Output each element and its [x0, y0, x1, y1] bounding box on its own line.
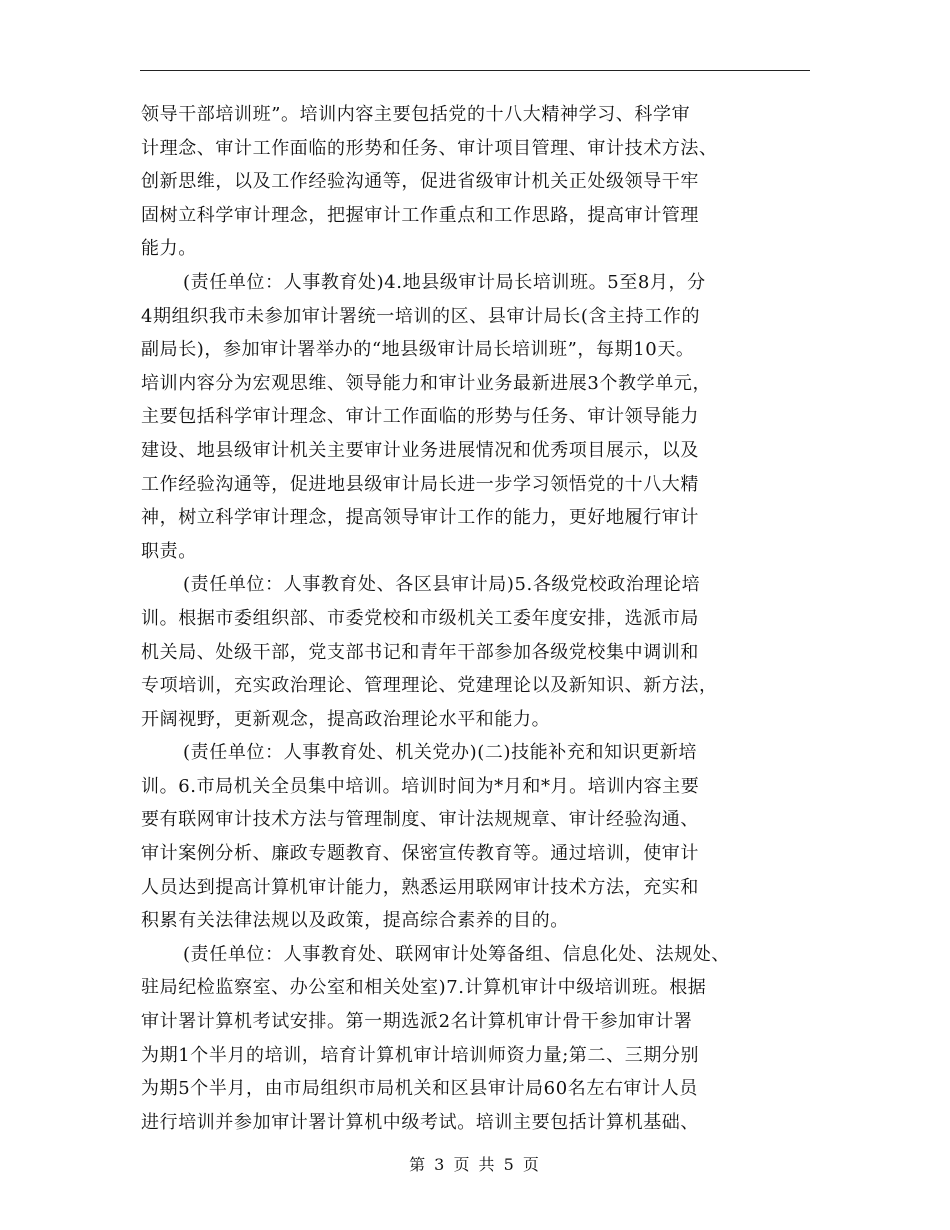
text-line: 创新思维，以及工作经验沟通等，促进省级审计机关正处级领导干牢 [141, 171, 699, 193]
text-line: 积累有关法律法规以及政策，提高综合素养的目的。 [141, 910, 569, 932]
text-line: 为期1个半月的培训，培育计算机审计培训师资力量;第二、三期分别 [141, 1044, 700, 1066]
text-line: 审计署计算机考试安排。第一期选派2名计算机审计骨干参加审计署 [141, 1011, 693, 1033]
text-line: 建设、地县级审计机关主要审计业务进展情况和优秀项目展示，以及 [141, 439, 699, 461]
text-line: 职责。 [141, 540, 197, 562]
text-line: 主要包括科学审计理念、审计工作面临的形势与任务、审计领导能力 [141, 406, 699, 428]
text-line: 能力。 [141, 238, 197, 260]
text-line: 为期5个半月，由市局组织市局机关和区县审计局60名左右审计人员 [141, 1078, 698, 1100]
text-line: 副局长)，参加审计署举办的“地县级审计局长培训班”，每期10天。 [141, 339, 695, 361]
page-footer: 第 3 页 共 5 页 [409, 1155, 541, 1174]
text-line: 专项培训，充实政治理论、管理理论、党建理论以及新知识、新方法， [141, 675, 718, 697]
text-line: 固树立科学审计理念，把握审计工作重点和工作思路，提高审计管理 [141, 204, 699, 226]
text-line: 神，树立科学审计理念，提高领导审计工作的能力，更好地履行审计 [141, 507, 699, 529]
text-line: 训。6.市局机关全员集中培训。培训时间为*月和*月。培训内容主要 [141, 775, 700, 797]
text-line: 审计案例分析、廉政专题教育、保密宣传教育等。通过培训，使审计 [141, 843, 699, 865]
document-body [141, 98, 821, 1139]
text-line: 工作经验沟通等，促进地县级审计局长进一步学习领悟党的十八大精 [141, 473, 699, 495]
text-line: 进行培训并参加审计署计算机中级考试。培训主要包括计算机基础、 [141, 1111, 699, 1133]
text-line: (责任单位：人事教育处、机关党办)(二)技能补充和知识更新培 [183, 742, 698, 764]
text-line: 驻局纪检监察室、办公室和相关处室)7.计算机审计中级培训班。根据 [141, 977, 707, 999]
text-line: (责任单位：人事教育处、联网审计处筹备组、信息化处、法规处、 [183, 943, 731, 965]
text-line: 要有联网审计技术方法与管理制度、审计法规规章、审计经验沟通、 [141, 809, 699, 831]
text-line: 训。根据市委组织部、市委党校和市级机关工委年度安排，选派市局 [141, 607, 699, 629]
text-line: (责任单位：人事教育处)4.地县级审计局长培训班。5至8月，分 [183, 271, 706, 293]
text-line: 人员达到提高计算机审计能力，熟悉运用联网审计技术方法，充实和 [141, 876, 699, 898]
text-line: 领导干部培训班”。培训内容主要包括党的十八大精神学习、科学审 [141, 104, 691, 125]
text-line: 培训内容分为宏观思维、领导能力和审计业务最新进展3个教学单元， [141, 372, 712, 394]
header-rule [140, 70, 810, 71]
text-line: 4期组织我市未参加审计署统一培训的区、县审计局长(含主持工作的 [141, 305, 701, 327]
text-line: (责任单位：人事教育处、各区县审计局)5.各级党校政治理论培 [183, 574, 701, 596]
text-line: 开阔视野，更新观念，提高政治理论水平和能力。 [141, 708, 551, 730]
text-line: 机关局、处级干部，党支部书记和青年干部参加各级党校集中调训和 [141, 641, 699, 663]
text-line: 计理念、审计工作面临的形势和任务、审计项目管理、审计技术方法、 [141, 137, 718, 159]
